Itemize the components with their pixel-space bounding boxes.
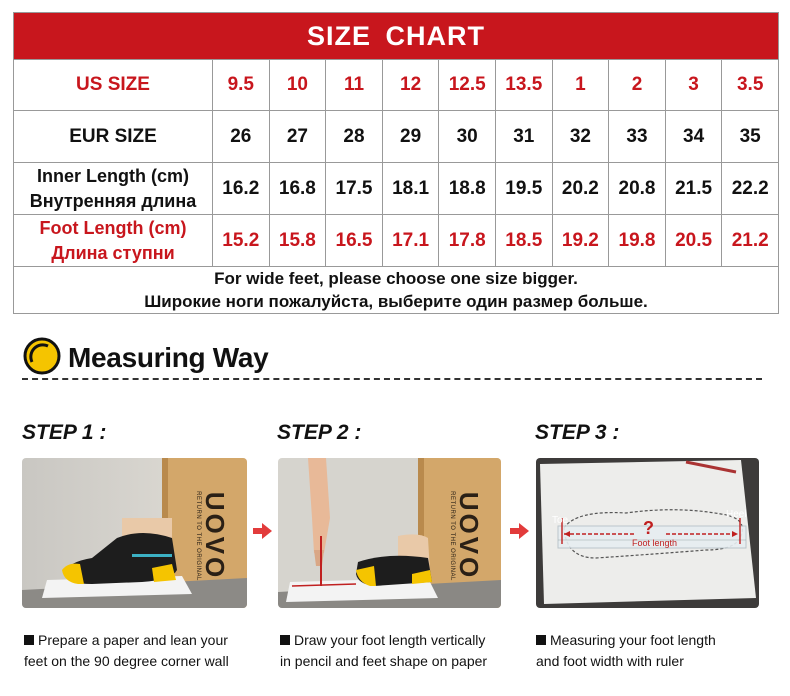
size-note-ru: Широкие ноги пожалуйста, выберите один размер больше.	[144, 292, 648, 311]
eur-size-cell: 34	[665, 111, 722, 162]
us-size-cell: 13.5	[495, 60, 552, 110]
foot-length-cell: 18.5	[495, 215, 552, 266]
inner-length-label-ru: Внутренняя длина	[29, 190, 197, 211]
eur-size-row	[14, 110, 778, 162]
step-1-caption-line1: Prepare a paper and lean your	[38, 632, 228, 648]
bullet-square-icon	[280, 635, 290, 645]
us-size-cell: 11	[325, 60, 382, 110]
step-1-box-brand: UOVO	[200, 491, 230, 581]
eur-size-label: EUR SIZE	[69, 125, 157, 147]
step-1-box-label	[188, 476, 236, 596]
us-size-label: US SIZE	[76, 74, 150, 95]
us-size-cell: 12	[382, 60, 439, 110]
us-size-cell: 2	[608, 60, 665, 110]
step-3-title: STEP 3 :	[535, 421, 620, 444]
size-note-en: For wide feet, please choose one size bigger.	[214, 269, 578, 288]
arrow-right-icon	[510, 523, 530, 539]
step-1-title: STEP 1 :	[22, 421, 107, 444]
step-3-caption-line1: Measuring your foot length	[550, 632, 716, 648]
foot-length-cell: 19.2	[552, 215, 609, 266]
foot-length-cell: 16.5	[325, 215, 382, 266]
inner-length-cell: 17.5	[325, 163, 382, 214]
inner-length-cell: 22.2	[721, 163, 778, 214]
foot-length-label	[14, 215, 212, 266]
arrow-right-icon	[253, 523, 273, 539]
us-size-cell: 3.5	[721, 60, 778, 110]
step-2-title: STEP 2 :	[277, 421, 362, 444]
toe-label: Toe	[552, 515, 569, 526]
inner-length-cell: 21.5	[665, 163, 722, 214]
us-size-cell: 1	[552, 60, 609, 110]
inner-length-row	[14, 162, 778, 214]
eur-size-cell: 27	[269, 111, 326, 162]
eur-size-cell: 30	[438, 111, 495, 162]
size-chart-table	[13, 12, 779, 314]
step-1-caption-line2: feet on the 90 degree corner wall	[24, 653, 229, 669]
us-size-cell: 3	[665, 60, 722, 110]
bullet-square-icon	[24, 635, 34, 645]
inner-length-cell: 20.8	[608, 163, 665, 214]
foot-length-cell: 19.8	[608, 215, 665, 266]
size-chart-title: SIZE CHART	[14, 13, 778, 59]
us-size-row	[14, 59, 778, 110]
us-size-cell: 9.5	[212, 60, 269, 110]
foot-length-label-en: Foot Length (cm)	[39, 217, 187, 238]
size-note	[14, 266, 778, 313]
measuring-way-header	[22, 338, 268, 378]
step-1-caption	[24, 630, 229, 672]
step-2-photo	[278, 458, 501, 608]
foot-length-cell: 20.5	[665, 215, 722, 266]
measuring-way-icon	[22, 336, 62, 381]
step-2-box-label	[442, 476, 490, 596]
inner-length-label-en: Inner Length (cm)	[37, 165, 189, 186]
foot-length-annotation: Foot length	[632, 538, 678, 548]
inner-length-cell: 20.2	[552, 163, 609, 214]
step-2-caption-line1: Draw your foot length vertically	[294, 632, 486, 648]
inner-length-cell: 16.8	[269, 163, 326, 214]
eur-size-cell: 32	[552, 111, 609, 162]
foot-length-cell: 15.2	[212, 215, 269, 266]
step-1-photo	[22, 458, 247, 608]
eur-size-cell: 29	[382, 111, 439, 162]
foot-length-cell: 21.2	[721, 215, 778, 266]
step-3-caption	[536, 630, 716, 672]
foot-length-row	[14, 214, 778, 266]
dashed-divider	[22, 378, 762, 380]
step-2-caption-line2: in pencil and feet shape on paper	[280, 653, 488, 669]
foot-length-cell: 17.8	[438, 215, 495, 266]
us-size-cell: 10	[269, 60, 326, 110]
question-mark-label: ?	[643, 518, 654, 538]
step-1-box-tagline: RETURN TO THE ORIGINAL	[195, 491, 201, 581]
foot-length-label-ru: Длина ступни	[51, 242, 175, 263]
eur-size-cell: 26	[212, 111, 269, 162]
step-2-box-tagline: RETURN TO THE ORIGINAL	[449, 491, 455, 581]
step-2-caption	[280, 630, 487, 672]
heel-label: Heel	[726, 509, 747, 520]
inner-length-cell: 18.1	[382, 163, 439, 214]
eur-size-cell: 35	[721, 111, 778, 162]
eur-size-cell: 33	[608, 111, 665, 162]
eur-size-cell: 31	[495, 111, 552, 162]
inner-length-cell: 16.2	[212, 163, 269, 214]
step-3-caption-line2: and foot width with ruler	[536, 653, 684, 669]
eur-size-cell: 28	[325, 111, 382, 162]
measuring-way-title: Measuring Way	[68, 342, 269, 373]
step-3-photo	[536, 458, 759, 608]
us-size-cell: 12.5	[438, 60, 495, 110]
foot-length-cell: 17.1	[382, 215, 439, 266]
foot-length-cell: 15.8	[269, 215, 326, 266]
inner-length-label	[14, 163, 212, 214]
step-2-box-brand: UOVO	[454, 491, 484, 581]
inner-length-cell: 19.5	[495, 163, 552, 214]
inner-length-cell: 18.8	[438, 163, 495, 214]
bullet-square-icon	[536, 635, 546, 645]
